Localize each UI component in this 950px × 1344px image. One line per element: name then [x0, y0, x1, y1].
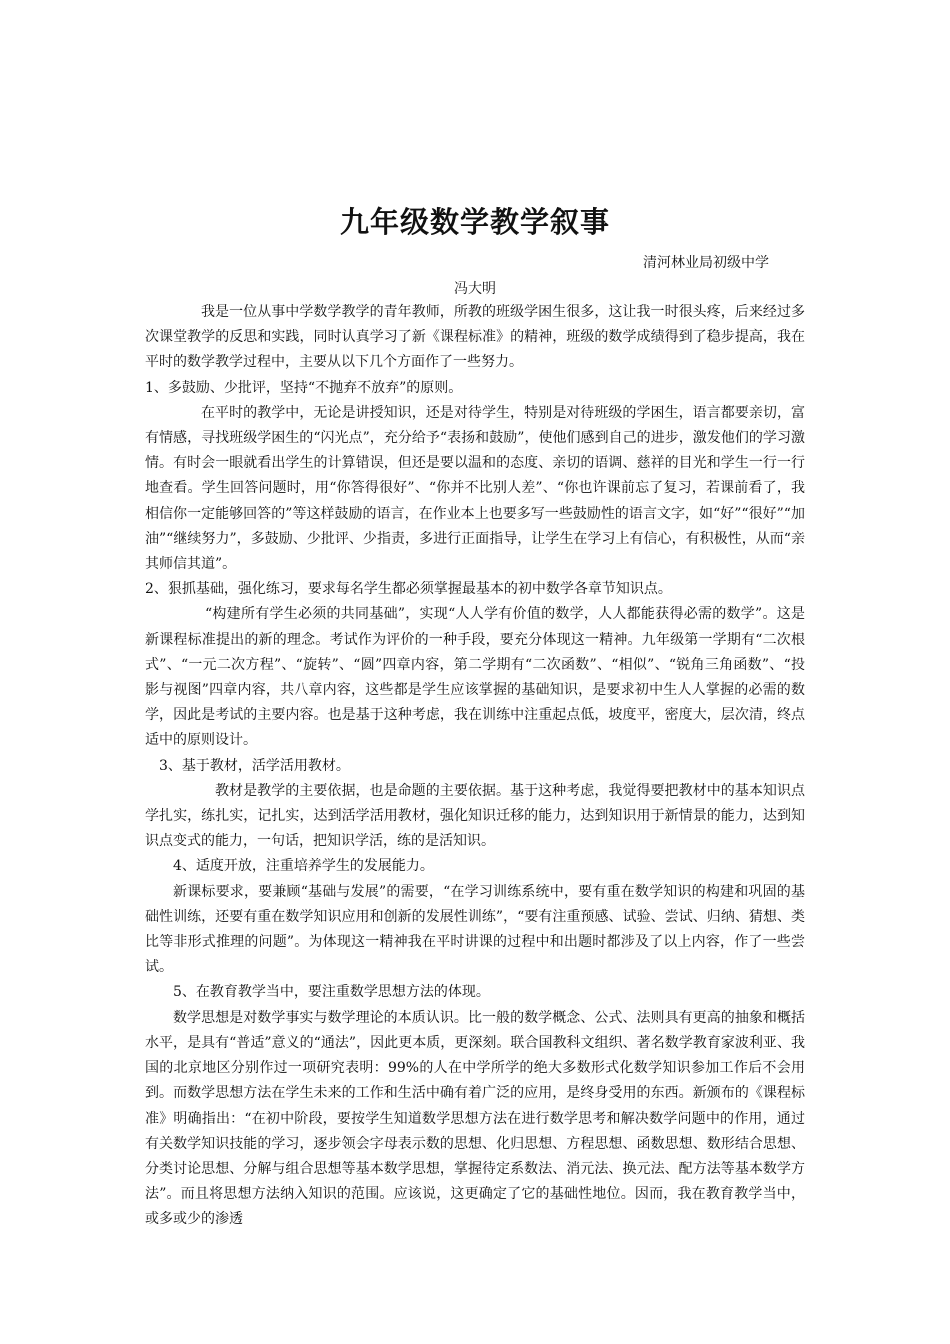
document-title: 九年级数学教学叙事	[339, 205, 610, 239]
document-body	[145, 300, 805, 1233]
section-heading-4: 4、适度开放，注重培养学生的发展能力。	[173, 858, 434, 875]
paragraph-section-2: “构建所有学生必须的共同基础”，实现“人人学有价值的数学，人人都能获得必需的数学”。这是新课程标准提出的新的理念。考试作为评价的一种手段，要充分体现这一精神。九年级第一学期有“二次根式”、“一元二次方程”、“旋转”、“圆”四章内容，第二学期有“二次函数”、“相似”、“锐角三角函数”、“投影与视图”四章内容，共八章内容，这些都是学生应该掌握的基础知识，是要求初中生人人掌握的必需的数学，因此是考试的主要内容。也是基于这种考虑，我在训练中注重起点低，坡度平，密度大，层次清，终点适中的原则设计。	[145, 606, 805, 749]
paragraph-section-4: 新课标要求，要兼顾“基础与发展”的需要，“在学习训练系统中，要有重在数学知识的构建和巩固的基础性训练，还要有重在数学知识应用和创新的发展性训练”，“要有注重预感、试验、尝试、归纳、猜想、类比等非形式推理的问题”。为体现这一精神我在平时讲课的过程中和出题时都涉及了以上内容，作了一些尝试。	[145, 883, 805, 976]
section-heading-3: 3、基于教材，活学活用教材。	[159, 757, 350, 774]
organization-name: 清河林业局初级中学	[643, 255, 769, 271]
paragraph-section-3: 教材是教学的主要依据，也是命题的主要依据。基于这种考虑，我觉得要把教材中的基本知识点学扎实，练扎实，记扎实，达到活学活用教材，强化知识迁移的能力，达到知识用于新情景的能力，达到知识点变式的能力，一句话，把知识学活，练的是活知识。	[145, 782, 805, 850]
paragraph-section-1: 在平时的教学中，无论是讲授知识，还是对待学生，特别是对待班级的学困生，语言都要亲切，富有情感，寻找班级学困生的“闪光点”，充分给予“表扬和鼓励”，使他们感到自己的进步，激发他们的学习激情。有时会一眼就看出学生的计算错误，但还是要以温和的态度、亲切的语调、慈祥的目光和学生一行一行地查看。学生回答问题时，用“你答得很好”、“你并不比别人差”、“你也许课前忘了复习，若课前看了，我相信你一定能够回答的”等这样鼓励的语言，在作业本上也要多写一些鼓励性的语言文字，如“好”“很好”“加油”“继续努力”，多鼓励、少批评、少指责，多进行正面指导，让学生在学习上有信心，有积极性，从而“亲其师信其道”。	[145, 404, 805, 573]
paragraph-intro: 我是一位从事中学数学教学的青年教师，所教的班级学困生很多，这让我一时很头疼，后来经过多次课堂教学的反思和实践，同时认真学习了新《课程标准》的精神，班级的数学成绩得到了稳步提高，我在平时的数学教学过程中，主要从以下几个方面作了一些努力。	[145, 304, 805, 371]
section-heading-1: 1、多鼓励、少批评，坚持“不抛弃不放弃”的原则。	[145, 379, 463, 396]
section-heading-2: 2、狠抓基础，强化练习，要求每名学生都必须掌握最基本的初中数学各章节知识点。	[145, 581, 672, 598]
author-name: 冯大明	[454, 281, 496, 297]
paragraph-section-5: 数学思想是对数学事实与数学理论的本质认识。比一般的数学概念、公式、法则具有更高的抽象和概括水平，是具有“普适”意义的“通法”，因此更本质，更深刻。联合国教科文组织、著名数学教育家波利亚、我国的北京地区分别作过一项研究表明：99%的人在中学所学的绝大多数形式化数学知识参加工作后不会用到。而数学思想方法在学生未来的工作和生活中确有着广泛的应用，是终身受用的东西。新颁布的《课程标准》明确指出：“在初中阶段，要按学生知道数学思想方法在进行数学思考和解决数学问题中的作用，通过有关数学知识技能的学习，逐步领会字母表示数的思想、化归思想、方程思想、函数思想、数形结合思想、分类讨论思想、分解与组合思想等基本数学思想，掌握待定系数法、消元法、换元法、配方法等基本数学方法”。而且将思想方法纳入知识的范围。应该说，这更确定了它的基础性地位。因而，我在教育教学当中，或多或少的渗透	[145, 1009, 805, 1228]
section-heading-5: 5、在教育教学当中，要注重数学思想方法的体现。	[173, 984, 490, 1001]
